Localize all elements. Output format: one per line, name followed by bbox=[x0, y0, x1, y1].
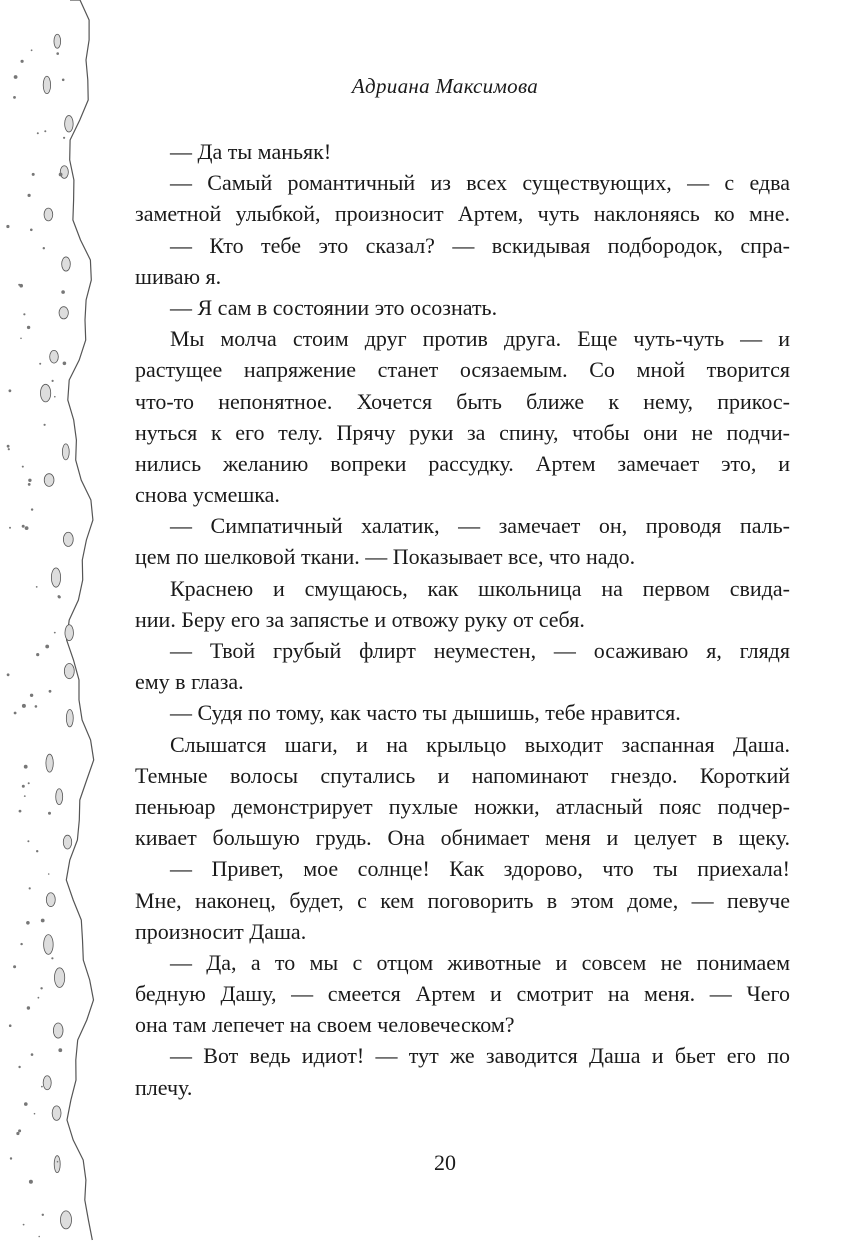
seashell-icon bbox=[65, 625, 73, 641]
text-line: плечу. bbox=[135, 1074, 193, 1100]
dot-decoration bbox=[24, 1102, 28, 1106]
dot-decoration bbox=[51, 957, 53, 959]
text-line: пеньюар демонстрирует пухлые ножки, атласный пояс подчер- bbox=[135, 793, 790, 819]
dot-decoration bbox=[27, 840, 29, 842]
dot-decoration bbox=[41, 1086, 43, 1088]
seashell-icon bbox=[54, 968, 64, 988]
text-line: бедную Дашу, — смеется Артем и смотрит на меня. — Чего bbox=[135, 981, 790, 1007]
seashell-icon bbox=[56, 789, 63, 805]
dot-decoration bbox=[30, 694, 33, 697]
seashell-icon bbox=[44, 935, 54, 955]
text-line: — Судя по тому, как часто ты дышишь, тебе нравится. bbox=[170, 700, 681, 726]
text-line: растущее напряжение станет осязаемым. Со мной творится bbox=[135, 357, 790, 383]
text-line: — Да ты маньяк! bbox=[170, 139, 332, 164]
dot-decoration bbox=[27, 1006, 30, 1009]
dot-decoration bbox=[13, 965, 16, 968]
seashell-icon bbox=[59, 307, 68, 319]
dot-decoration bbox=[38, 997, 40, 999]
dot-decoration bbox=[22, 704, 26, 708]
dot-decoration bbox=[22, 525, 25, 528]
dot-decoration bbox=[59, 173, 63, 177]
dot-decoration bbox=[41, 919, 45, 923]
seashell-icon bbox=[44, 208, 53, 221]
dot-decoration bbox=[28, 194, 31, 197]
dot-decoration bbox=[23, 1224, 25, 1226]
dot-decoration bbox=[22, 785, 25, 788]
seashell-icon bbox=[63, 835, 71, 849]
dot-decoration bbox=[42, 1214, 44, 1216]
dot-decoration bbox=[36, 850, 38, 852]
dot-decoration bbox=[63, 137, 65, 139]
dot-decoration bbox=[36, 653, 39, 656]
page-body-text bbox=[135, 136, 790, 1103]
dot-decoration bbox=[19, 284, 23, 288]
dot-decoration bbox=[48, 873, 50, 875]
dot-decoration bbox=[20, 943, 22, 945]
text-line: нии. Беру его за запястье и отвожу руку от себя. bbox=[135, 606, 585, 632]
dot-decoration bbox=[63, 362, 67, 366]
dot-decoration bbox=[31, 49, 33, 51]
text-line: — Симпатичный халатик, — замечает он, проводя паль- bbox=[170, 513, 790, 539]
text-line: — Я сам в состоянии это осознать. bbox=[170, 294, 498, 320]
seashell-icon bbox=[43, 1076, 51, 1090]
dot-decoration bbox=[58, 596, 61, 599]
dot-decoration bbox=[9, 1024, 12, 1027]
seashell-icon bbox=[40, 384, 50, 402]
text-line: заметной улыбкой, произносит Артем, чуть наклоняясь ко мне. bbox=[135, 201, 790, 227]
dot-decoration bbox=[28, 479, 31, 482]
seashell-icon bbox=[46, 893, 55, 907]
dot-decoration bbox=[37, 132, 39, 134]
dot-decoration bbox=[38, 1236, 40, 1238]
text-line: — Привет, мое солнце! Как здорово, что ты приехала! bbox=[170, 856, 790, 882]
seashell-icon bbox=[62, 257, 71, 271]
seashell-icon bbox=[65, 116, 74, 132]
dot-decoration bbox=[19, 810, 22, 813]
text-line: кивает большую грудь. Она обнимает меня и целует в щеку. bbox=[135, 825, 790, 851]
dot-decoration bbox=[40, 987, 42, 989]
seashell-icon bbox=[54, 34, 61, 48]
dot-decoration bbox=[31, 508, 33, 510]
text-line: ему в глаза. bbox=[135, 669, 244, 695]
dot-decoration bbox=[8, 448, 10, 450]
seashell-icon bbox=[44, 474, 54, 487]
text-line: Мы молча стоим друг против друга. Еще чуть-чуть — и bbox=[170, 326, 790, 352]
text-line: Темные волосы спутались и напоминают гнездо. Короткий bbox=[135, 762, 790, 788]
dot-decoration bbox=[52, 380, 54, 382]
page-number: 20 bbox=[434, 1150, 456, 1175]
text-line: шиваю я. bbox=[135, 263, 222, 289]
dot-decoration bbox=[26, 921, 30, 925]
dot-decoration bbox=[48, 812, 51, 815]
dot-decoration bbox=[24, 795, 26, 797]
text-line: — Кто тебе это сказал? — вскидывая подбородок, спра- bbox=[170, 232, 790, 258]
dot-decoration bbox=[23, 313, 25, 315]
text-line: Краснею и смущаюсь, как школьница на первом свида- bbox=[170, 575, 790, 601]
text-line: — Твой грубый флирт неуместен, — осаживаю я, глядя bbox=[170, 638, 790, 663]
seashell-icon bbox=[60, 1211, 71, 1229]
dot-decoration bbox=[54, 396, 56, 398]
dot-decoration bbox=[45, 645, 49, 649]
dot-decoration bbox=[44, 130, 46, 132]
dot-decoration bbox=[24, 765, 28, 769]
dot-decoration bbox=[20, 338, 22, 340]
dot-decoration bbox=[34, 1113, 36, 1115]
text-line: — Самый романтичный из всех существующих, — с едва bbox=[170, 170, 790, 196]
dot-decoration bbox=[35, 705, 38, 708]
seashell-icon bbox=[62, 444, 69, 460]
dot-decoration bbox=[44, 424, 46, 426]
dot-decoration bbox=[56, 52, 59, 55]
dot-decoration bbox=[29, 887, 31, 889]
text-line: цем по шелковой ткани. — Показывает все, что надо. bbox=[135, 544, 636, 570]
dot-decoration bbox=[28, 483, 31, 486]
dot-decoration bbox=[43, 247, 45, 249]
dot-decoration bbox=[18, 1129, 21, 1132]
dot-decoration bbox=[31, 1053, 34, 1056]
text-line: Мне, наконец, будет, с кем поговорить в этом доме, — певуче bbox=[135, 887, 790, 913]
dot-decoration bbox=[9, 389, 12, 392]
text-line: что-то непонятное. Хочется быть ближе к нему, прикос- bbox=[135, 388, 790, 414]
text-line: снова усмешка. bbox=[135, 482, 280, 508]
seashell-icon bbox=[60, 166, 68, 179]
seashell-border-decoration bbox=[0, 0, 120, 1247]
text-line: она там лепечет на своем человеческом? bbox=[135, 1012, 515, 1038]
running-header-author: Адриана Максимова bbox=[351, 74, 539, 98]
dot-decoration bbox=[22, 466, 24, 468]
seashell-icon bbox=[63, 532, 73, 546]
dot-decoration bbox=[54, 632, 56, 634]
seashell-icon bbox=[46, 754, 53, 772]
dot-decoration bbox=[27, 326, 30, 329]
dot-decoration bbox=[16, 1132, 19, 1135]
text-line: — Да, а то мы с отцом животные и совсем не понимаем bbox=[170, 949, 790, 975]
dot-decoration bbox=[28, 782, 30, 784]
dot-decoration bbox=[61, 290, 65, 294]
seashell-icon bbox=[50, 350, 59, 363]
text-line: — Вот ведь идиот! — тут же заводится Даша и бьет его по bbox=[170, 1043, 790, 1069]
dot-decoration bbox=[36, 586, 38, 588]
text-line: произносит Даша. bbox=[135, 918, 307, 944]
dot-decoration bbox=[32, 173, 35, 176]
dot-decoration bbox=[29, 1180, 33, 1184]
dot-decoration bbox=[7, 445, 10, 448]
seashell-icon bbox=[53, 1023, 63, 1038]
seashell-icon bbox=[52, 1106, 61, 1120]
text-line: нуться к его телу. Прячу руки за спину, чтобы они не подчи- bbox=[135, 419, 790, 445]
text-line: Слышатся шаги, и на крыльцо выходит заспанная Даша. bbox=[170, 731, 790, 757]
seashell-icon bbox=[51, 568, 60, 587]
seashell-icon bbox=[64, 664, 74, 679]
dot-decoration bbox=[30, 229, 33, 232]
dot-decoration bbox=[21, 60, 24, 63]
dot-decoration bbox=[6, 225, 9, 228]
dot-decoration bbox=[9, 527, 11, 529]
dot-decoration bbox=[49, 690, 52, 693]
dot-decoration bbox=[14, 712, 17, 715]
dot-decoration bbox=[58, 1048, 62, 1052]
dot-decoration bbox=[25, 526, 29, 530]
dot-decoration bbox=[39, 363, 41, 365]
text-line: нились желанию вопреки рассудку. Артем замечает это, и bbox=[135, 450, 790, 476]
seashell-icon bbox=[66, 709, 73, 726]
dot-decoration bbox=[7, 673, 10, 676]
dot-decoration bbox=[18, 1066, 20, 1068]
